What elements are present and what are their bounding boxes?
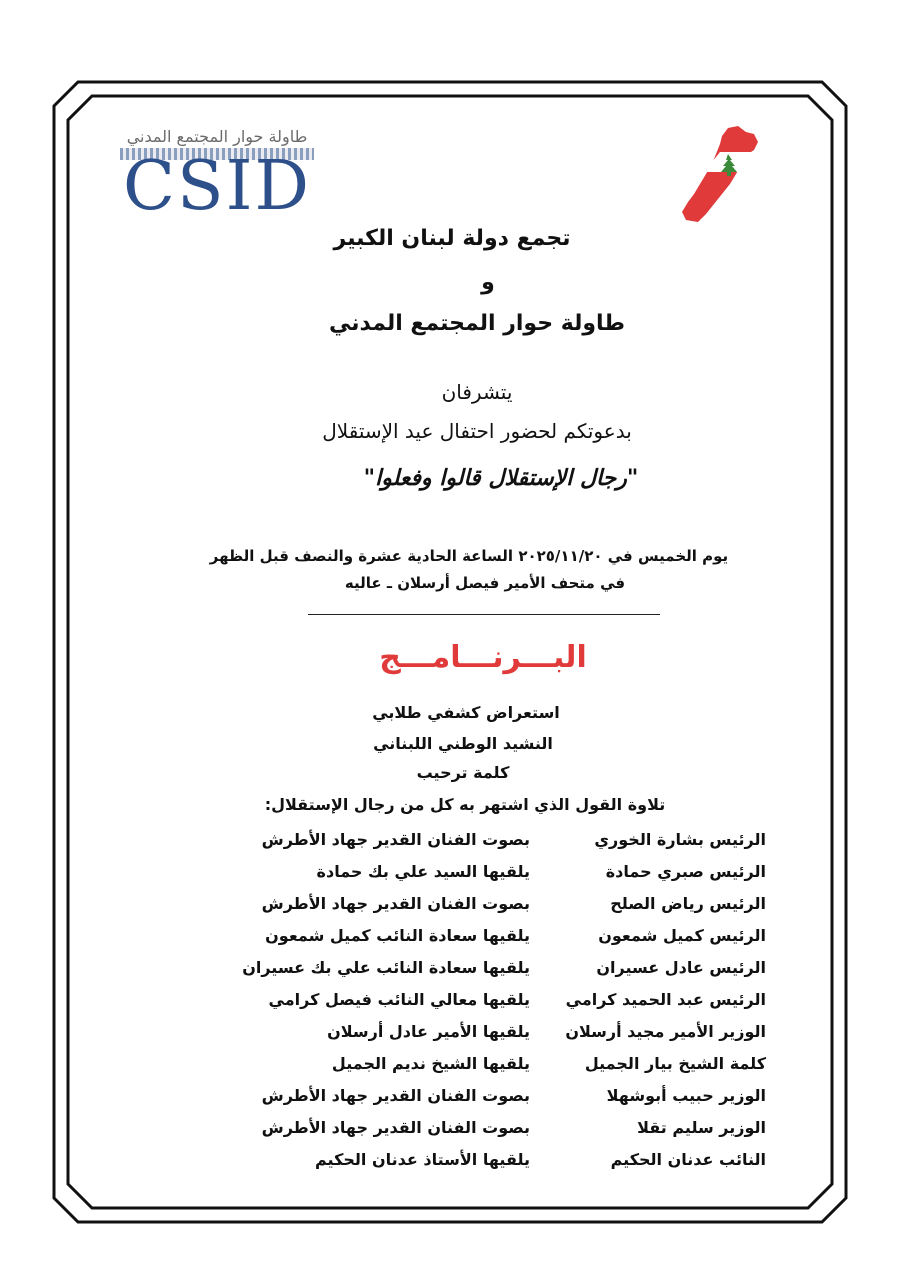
reading-row (150, 1111, 766, 1143)
program-item: النشيد الوطني اللبناني (373, 734, 553, 753)
reading-reader: يلقيها سعادة النائب علي بك عسيران (242, 957, 530, 977)
lebanon-map-flag-icon (676, 124, 762, 224)
reading-row (150, 919, 766, 951)
reading-row (150, 951, 766, 983)
reading-person: كلمة الشيخ بيار الجميل (584, 1053, 766, 1073)
reading-reader: يلقيها الأمير عادل أرسلان (327, 1021, 530, 1041)
reading-person: الوزير حبيب أبوشهلا (606, 1085, 766, 1105)
logo-wordmark: CSID (123, 147, 311, 226)
event-datetime: يوم الخميس في ٢٠٢٥/١١/٢٠ الساعة الحادية عشرة والنصف قبل الظهر (209, 547, 729, 565)
reading-reader: يلقيها السيد علي بك حمادة (316, 861, 530, 881)
honor-text: يتشرفان (441, 380, 513, 404)
program-item: استعراض كشفي طلابي (372, 703, 560, 722)
reading-reader: يلقيها الشيخ نديم الجميل (331, 1053, 530, 1073)
program-item: تلاوة القول الذي اشتهر به كل من رجال الإستقلال: (264, 795, 666, 814)
event-slogan: "رجال الإستقلال قالوا وفعلوا" (363, 466, 639, 491)
reading-row (150, 887, 766, 919)
conjunction: و (481, 270, 495, 295)
reading-person: الوزير سليم تقلا (637, 1117, 766, 1137)
reading-person: الرئيس صبري حمادة (605, 861, 766, 881)
reading-person: الرئيس بشارة الخوري (594, 829, 766, 849)
invitation-text: بدعوتكم لحضور احتفال عيد الإستقلال (322, 419, 632, 443)
event-venue: في متحف الأمير فيصل أرسلان ـ عاليه (344, 574, 626, 592)
readings-list (150, 823, 766, 1175)
organizer-1: تجمع دولة لبنان الكبير (333, 226, 571, 251)
reading-reader: بصوت الفنان القدير جهاد الأطرش (261, 1085, 530, 1105)
reading-reader: يلقيها الأستاذ عدنان الحكيم (315, 1149, 530, 1169)
reading-reader: بصوت الفنان القدير جهاد الأطرش (261, 1117, 530, 1137)
reading-row (150, 1143, 766, 1175)
program-title: البـــرنـــامـــج (379, 640, 587, 675)
reading-person: النائب عدنان الحكيم (610, 1149, 766, 1169)
csid-logo (114, 126, 320, 226)
program-item: كلمة ترحيب (416, 763, 510, 782)
reading-row (150, 1015, 766, 1047)
reading-person: الوزير الأمير مجيد أرسلان (565, 1021, 766, 1041)
reading-reader: يلقيها معالي النائب فيصل كرامي (268, 989, 530, 1009)
logo-caption: طاولة حوار المجتمع المدني (126, 127, 308, 146)
reading-row (150, 1047, 766, 1079)
reading-reader: بصوت الفنان القدير جهاد الأطرش (261, 893, 530, 913)
reading-person: الرئيس عادل عسيران (596, 957, 766, 977)
reading-row (150, 1079, 766, 1111)
reading-reader: يلقيها سعادة النائب كميل شمعون (265, 925, 530, 945)
reading-row (150, 823, 766, 855)
reading-row (150, 855, 766, 887)
reading-row (150, 983, 766, 1015)
divider-line (308, 614, 660, 615)
reading-person: الرئيس عبد الحميد كرامي (565, 989, 766, 1009)
reading-person: الرئيس رياض الصلح (610, 893, 766, 913)
reading-person: الرئيس كميل شمعون (598, 925, 766, 945)
reading-reader: بصوت الفنان القدير جهاد الأطرش (261, 829, 530, 849)
organizer-2: طاولة حوار المجتمع المدني (328, 311, 626, 336)
